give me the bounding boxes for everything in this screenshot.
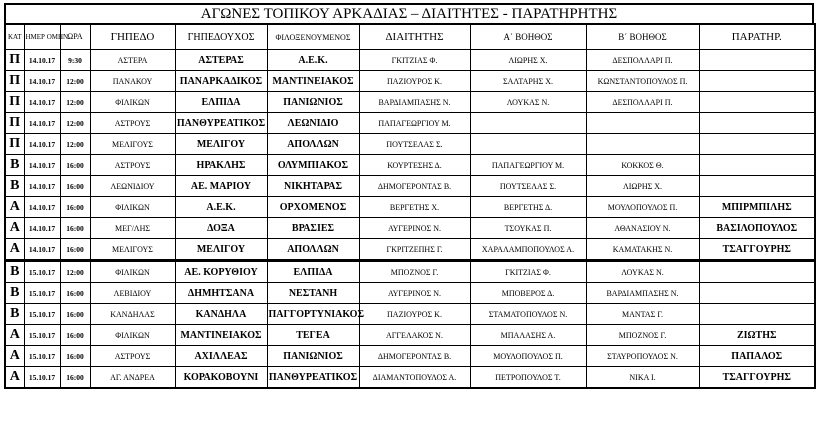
cell-category: Α <box>5 346 24 367</box>
cell-home-team: ΚΑΝΔΗΛΑ <box>175 304 267 325</box>
cell-referee: ΑΥΓΕΡΙΝΟΣ Ν. <box>359 283 470 304</box>
cell-referee: ΔΗΜΟΓΕΡΟΝΤΑΣ Β. <box>359 176 470 197</box>
cell-category: Α <box>5 239 24 261</box>
cell-observer: ΤΣΑΓΓΟΥΡΗΣ <box>699 367 815 389</box>
col-header-observer: ΠΑΡΑΤΗΡ. <box>699 24 815 50</box>
cell-time: 16:00 <box>60 304 90 325</box>
cell-observer <box>699 261 815 283</box>
cell-referee: ΠΟΥΤΣΕΛΑΣ Σ. <box>359 134 470 155</box>
table-row <box>5 155 815 176</box>
col-header-category: ΚΑΤ <box>5 24 24 50</box>
cell-assistant-1: ΛΙΩΡΗΣ Χ. <box>470 50 586 71</box>
cell-assistant-2: ΑΘΑΝΑΣΙΟΥ Ν. <box>586 218 699 239</box>
col-header-stadium: ΓΗΠΕΔΟ <box>90 24 175 50</box>
cell-stadium: ΜΕΓ/ΛΗΣ <box>90 218 175 239</box>
cell-time: 16:00 <box>60 367 90 389</box>
cell-date: 15.10.17 <box>24 304 60 325</box>
cell-date: 15.10.17 <box>24 325 60 346</box>
col-header-referee: ΔΙΑΙΤΗΤΗΣ <box>359 24 470 50</box>
cell-assistant-1: ΜΠΟΒΕΡΟΣ Δ. <box>470 283 586 304</box>
cell-category: Π <box>5 50 24 71</box>
cell-time: 16:00 <box>60 176 90 197</box>
cell-stadium: ΑΣΤΡΟΥΣ <box>90 113 175 134</box>
cell-home-team: ΜΑΝΤΙΝΕΙΑΚΟΣ <box>175 325 267 346</box>
cell-observer: ΤΣΑΓΓΟΥΡΗΣ <box>699 239 815 261</box>
cell-referee: ΠΑΖΙΟΥΡΟΣ Κ. <box>359 304 470 325</box>
cell-home-team: ΔΟΞΑ <box>175 218 267 239</box>
cell-stadium: ΦΙΛΙΚΩΝ <box>90 325 175 346</box>
cell-category: Π <box>5 113 24 134</box>
table-row <box>5 261 815 283</box>
cell-time: 16:00 <box>60 283 90 304</box>
cell-away-team: ΜΑΝΤΙΝΕΙΑΚΟΣ <box>267 71 359 92</box>
cell-away-team: ΟΡΧΟΜΕΝΟΣ <box>267 197 359 218</box>
cell-home-team: ΑΣΤΕΡΑΣ <box>175 50 267 71</box>
col-header-away-team: ΦΙΛΟΞΕΝΟΥΜΕΝΟΣ <box>267 24 359 50</box>
cell-observer <box>699 71 815 92</box>
cell-assistant-1: ΜΠΑΛΑΣΗΣ Α. <box>470 325 586 346</box>
cell-stadium: ΦΙΛΙΚΩΝ <box>90 261 175 283</box>
cell-away-team: ΤΕΓΕΑ <box>267 325 359 346</box>
table-row <box>5 325 815 346</box>
col-header-assistant-1: Α΄ ΒΟΗΘΟΣ <box>470 24 586 50</box>
cell-referee: ΒΕΡΓΕΤΗΣ Χ. <box>359 197 470 218</box>
cell-observer: ΒΑΣΙΛΟΠΟΥΛΟΣ <box>699 218 815 239</box>
cell-time: 12:00 <box>60 92 90 113</box>
cell-category: Β <box>5 283 24 304</box>
cell-assistant-1: ΓΚΙΤΖΙΑΣ Φ. <box>470 261 586 283</box>
cell-assistant-2 <box>586 113 699 134</box>
cell-time: 12:00 <box>60 261 90 283</box>
cell-assistant-2: ΣΤΑΥΡΟΠΟΥΛΟΣ Ν. <box>586 346 699 367</box>
cell-date: 14.10.17 <box>24 155 60 176</box>
cell-away-team: ΛΕΩΝΙΔΙΟ <box>267 113 359 134</box>
cell-observer <box>699 113 815 134</box>
cell-assistant-2: ΛΙΩΡΗΣ Χ. <box>586 176 699 197</box>
cell-away-team: ΠΑΝΘΥΡΕΑΤΙΚΟΣ <box>267 367 359 389</box>
cell-assistant-1 <box>470 113 586 134</box>
table-row <box>5 50 815 71</box>
cell-home-team: ΑΕ. ΜΑΡΙΟΥ <box>175 176 267 197</box>
cell-date: 15.10.17 <box>24 367 60 389</box>
col-header-time: ΩΡΑ <box>60 24 90 50</box>
cell-assistant-1: ΠΑΠΑΓΕΩΡΓΙΟΥ Μ. <box>470 155 586 176</box>
table-row <box>5 367 815 389</box>
cell-time: 12:00 <box>60 113 90 134</box>
cell-away-team: ΝΙΚΗΤΑΡΑΣ <box>267 176 359 197</box>
table-row <box>5 71 815 92</box>
cell-category: Α <box>5 325 24 346</box>
cell-referee: ΓΚΡΙΤΖΕΠΗΣ Γ. <box>359 239 470 261</box>
table-row <box>5 283 815 304</box>
cell-home-team: ΜΕΛΙΓΟΥ <box>175 239 267 261</box>
cell-referee: ΜΠΟΖΝΟΣ Γ. <box>359 261 470 283</box>
table-row <box>5 197 815 218</box>
cell-assistant-1: ΛΟΥΚΑΣ Ν. <box>470 92 586 113</box>
cell-assistant-1: ΒΕΡΓΕΤΗΣ Δ. <box>470 197 586 218</box>
cell-away-team: ΠΑΝΙΩΝΙΟΣ <box>267 346 359 367</box>
cell-away-team: ΑΠΟΛΛΩΝ <box>267 134 359 155</box>
cell-observer: ΠΑΠΑΛΟΣ <box>699 346 815 367</box>
cell-assistant-1: ΤΣΟΥΚΑΣ Π. <box>470 218 586 239</box>
cell-referee: ΚΟΥΡΤΕΣΗΣ Δ. <box>359 155 470 176</box>
cell-assistant-2: ΜΟΥΛΟΠΟΥΛΟΣ Π. <box>586 197 699 218</box>
cell-away-team: ΠΑΝΙΩΝΙΟΣ <box>267 92 359 113</box>
cell-category: Α <box>5 367 24 389</box>
table-row <box>5 218 815 239</box>
cell-date: 14.10.17 <box>24 92 60 113</box>
cell-time: 16:00 <box>60 218 90 239</box>
cell-referee: ΔΗΜΟΓΕΡΟΝΤΑΣ Β. <box>359 346 470 367</box>
cell-stadium: ΜΕΛΙΓΟΥΣ <box>90 134 175 155</box>
cell-assistant-2: ΜΠΟΖΝΟΣ Γ. <box>586 325 699 346</box>
cell-time: 16:00 <box>60 155 90 176</box>
cell-category: Π <box>5 92 24 113</box>
schedule-table <box>4 23 816 389</box>
cell-category: Π <box>5 71 24 92</box>
cell-home-team: ΠΑΝΑΡΚΑΔΙΚΟΣ <box>175 71 267 92</box>
cell-assistant-1 <box>470 134 586 155</box>
cell-home-team: ΗΡΑΚΛΗΣ <box>175 155 267 176</box>
cell-observer <box>699 50 815 71</box>
cell-assistant-2: ΚΟΚΚΟΣ Θ. <box>586 155 699 176</box>
table-row <box>5 134 815 155</box>
cell-referee: ΓΚΙΤΖΙΑΣ Φ. <box>359 50 470 71</box>
cell-date: 14.10.17 <box>24 113 60 134</box>
table-row <box>5 113 815 134</box>
cell-observer: ΜΠΙΡΜΠΙΛΗΣ <box>699 197 815 218</box>
cell-assistant-2: ΝΙΚΑ Ι. <box>586 367 699 389</box>
cell-referee: ΒΑΡΔΙΑΜΠΑΣΗΣ Ν. <box>359 92 470 113</box>
cell-time: 12:00 <box>60 71 90 92</box>
cell-referee: ΔΙΑΜΑΝΤΟΠΟΥΛΟΣ Α. <box>359 367 470 389</box>
cell-away-team: ΝΕΣΤΑΝΗ <box>267 283 359 304</box>
cell-assistant-2: ΒΑΡΔΙΑΜΠΑΣΗΣ Ν. <box>586 283 699 304</box>
col-header-home-team: ΓΗΠΕΔΟΥΧΟΣ <box>175 24 267 50</box>
cell-assistant-1: ΠΕΤΡΟΠΟΥΛΟΣ Τ. <box>470 367 586 389</box>
cell-category: Β <box>5 155 24 176</box>
cell-away-team: ΟΛΥΜΠΙΑΚΟΣ <box>267 155 359 176</box>
cell-referee: ΑΥΓΕΡΙΝΟΣ Ν. <box>359 218 470 239</box>
cell-time: 16:00 <box>60 239 90 261</box>
cell-stadium: ΑΓ. ΑΝΔΡΕΑ <box>90 367 175 389</box>
cell-observer <box>699 283 815 304</box>
cell-category: Β <box>5 176 24 197</box>
cell-assistant-2: ΛΟΥΚΑΣ Ν. <box>586 261 699 283</box>
cell-assistant-1: ΣΤΑΜΑΤΟΠΟΥΛΟΣ Ν. <box>470 304 586 325</box>
table-row <box>5 304 815 325</box>
cell-assistant-1: ΠΟΥΤΣΕΛΑΣ Σ. <box>470 176 586 197</box>
cell-home-team: ΕΛΠΙΔΑ <box>175 92 267 113</box>
cell-away-team: Α.Ε.Κ. <box>267 50 359 71</box>
cell-date: 14.10.17 <box>24 134 60 155</box>
cell-referee: ΠΑΖΙΟΥΡΟΣ Κ. <box>359 71 470 92</box>
cell-referee: ΠΑΠΑΓΕΩΡΓΙΟΥ Μ. <box>359 113 470 134</box>
cell-assistant-2: ΜΑΝΤΑΣ Γ. <box>586 304 699 325</box>
page-title: ΑΓΩΝΕΣ ΤΟΠΙΚΟΥ ΑΡΚΑΔΙΑΣ – ΔΙΑΙΤΗΤΕΣ - ΠΑΡΑΤΗΡΗΤΗΣ <box>4 3 814 23</box>
cell-away-team: ΠΑΓΓΟΡΤΥΝΙΑΚΟΣ <box>267 304 359 325</box>
cell-observer: ΖΙΩΤΗΣ <box>699 325 815 346</box>
cell-home-team: ΜΕΛΙΓΟΥ <box>175 134 267 155</box>
cell-date: 15.10.17 <box>24 261 60 283</box>
cell-date: 14.10.17 <box>24 218 60 239</box>
table-row <box>5 176 815 197</box>
cell-date: 15.10.17 <box>24 346 60 367</box>
cell-home-team: ΑΧΙΛΛΕΑΣ <box>175 346 267 367</box>
cell-assistant-2: ΚΑΜΑΤΑΚΗΣ Ν. <box>586 239 699 261</box>
cell-category: Β <box>5 261 24 283</box>
cell-observer <box>699 176 815 197</box>
cell-referee: ΑΓΓΕΛΑΚΟΣ Ν. <box>359 325 470 346</box>
cell-home-team: ΠΑΝΘΥΡΕΑΤΙΚΟΣ <box>175 113 267 134</box>
cell-home-team: ΑΕ. ΚΟΡΥΘΙΟΥ <box>175 261 267 283</box>
cell-time: 16:00 <box>60 197 90 218</box>
cell-assistant-2 <box>586 134 699 155</box>
cell-away-team: ΒΡΑΣΙΕΣ <box>267 218 359 239</box>
cell-home-team: Α.Ε.Κ. <box>175 197 267 218</box>
cell-stadium: ΛΕΩΝΙΔΙΟΥ <box>90 176 175 197</box>
cell-stadium: ΜΕΛΙΓΟΥΣ <box>90 239 175 261</box>
cell-date: 14.10.17 <box>24 50 60 71</box>
cell-stadium: ΦΙΛΙΚΩΝ <box>90 197 175 218</box>
cell-date: 14.10.17 <box>24 197 60 218</box>
cell-category: Π <box>5 134 24 155</box>
cell-date: 14.10.17 <box>24 176 60 197</box>
cell-category: Α <box>5 218 24 239</box>
cell-assistant-2: ΚΩΝΣΤΑΝΤΟΠΟΥΛΟΣ Π. <box>586 71 699 92</box>
cell-assistant-1: ΣΑΛΤΑΡΗΣ Χ. <box>470 71 586 92</box>
cell-away-team: ΑΠΟΛΛΩΝ <box>267 239 359 261</box>
cell-time: 16:00 <box>60 325 90 346</box>
cell-category: Β <box>5 304 24 325</box>
cell-time: 16:00 <box>60 346 90 367</box>
table-row <box>5 239 815 261</box>
cell-home-team: ΔΗΜΗΤΣΑΝΑ <box>175 283 267 304</box>
cell-stadium: ΛΕΒΙΔΙΟΥ <box>90 283 175 304</box>
cell-stadium: ΠΑΝΑΚΟΥ <box>90 71 175 92</box>
cell-date: 15.10.17 <box>24 283 60 304</box>
cell-category: Α <box>5 197 24 218</box>
cell-assistant-1: ΧΑΡΑΛΑΜΠΟΠΟΥΛΟΣ Α. <box>470 239 586 261</box>
header-row <box>5 24 815 50</box>
cell-date: 14.10.17 <box>24 239 60 261</box>
col-header-date: ΗΜΕΡ ΟΜΗΝ <box>24 24 60 50</box>
table-row <box>5 92 815 113</box>
cell-observer <box>699 155 815 176</box>
cell-assistant-2: ΔΕΣΠΟΛΛΑΡΙ Π. <box>586 50 699 71</box>
cell-observer <box>699 134 815 155</box>
cell-home-team: ΚΟΡΑΚΟΒΟΥΝΙ <box>175 367 267 389</box>
cell-assistant-2: ΔΕΣΠΟΛΛΑΡΙ Π. <box>586 92 699 113</box>
cell-date: 14.10.17 <box>24 71 60 92</box>
cell-time: 9:30 <box>60 50 90 71</box>
table-row <box>5 346 815 367</box>
cell-stadium: ΑΣΤΡΟΥΣ <box>90 155 175 176</box>
cell-stadium: ΚΑΝΔΗΛΑΣ <box>90 304 175 325</box>
cell-stadium: ΑΣΤΡΟΥΣ <box>90 346 175 367</box>
cell-observer <box>699 304 815 325</box>
cell-observer <box>699 92 815 113</box>
cell-assistant-1: ΜΟΥΛΟΠΟΥΛΟΣ Π. <box>470 346 586 367</box>
cell-stadium: ΑΣΤΕΡΑ <box>90 50 175 71</box>
cell-stadium: ΦΙΛΙΚΩΝ <box>90 92 175 113</box>
cell-away-team: ΕΛΠΙΔΑ <box>267 261 359 283</box>
cell-time: 12:00 <box>60 134 90 155</box>
col-header-assistant-2: Β΄ ΒΟΗΘΟΣ <box>586 24 699 50</box>
